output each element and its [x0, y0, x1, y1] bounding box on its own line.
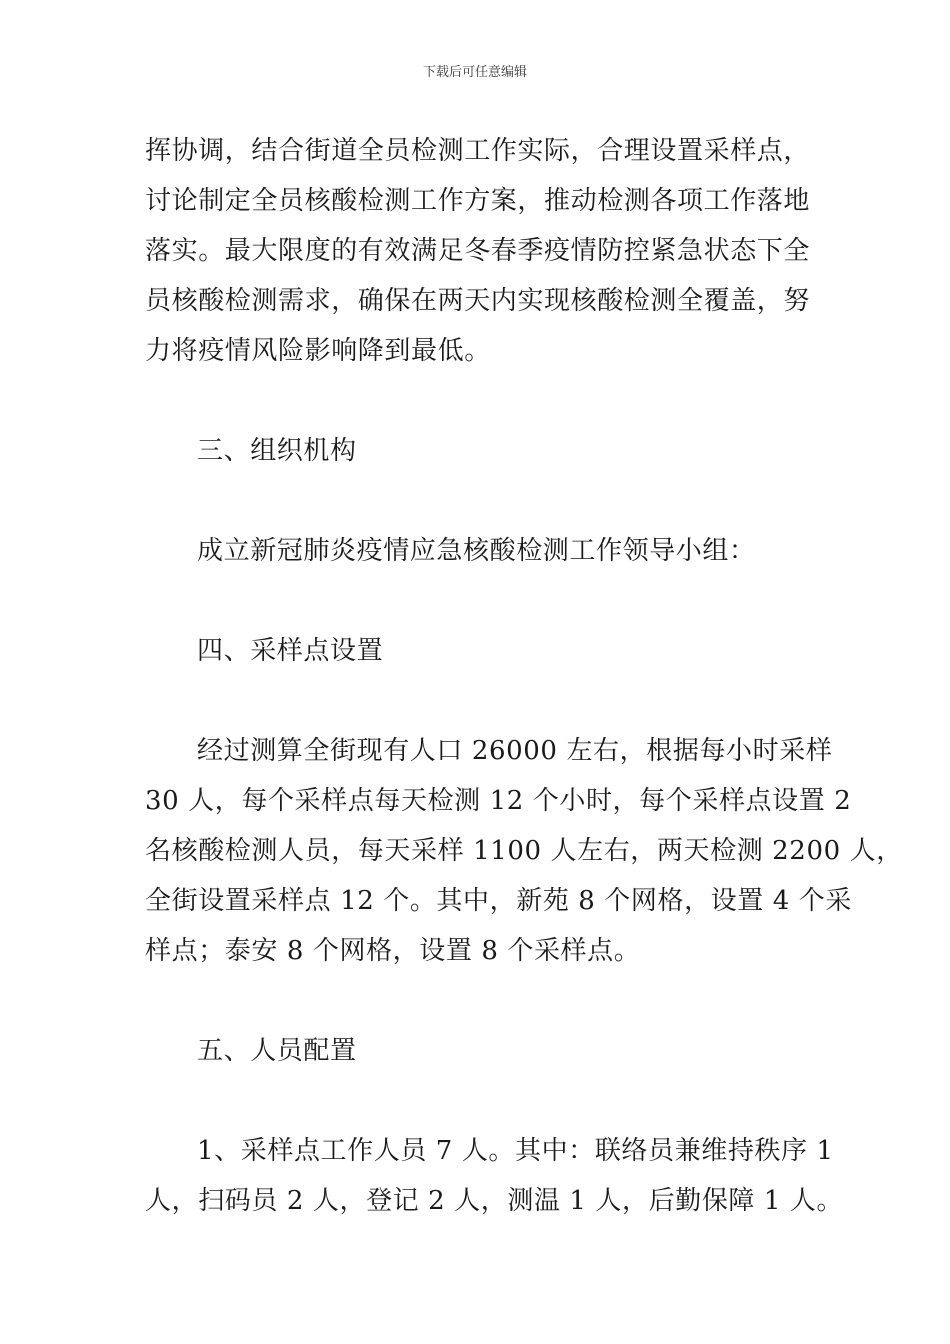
text-line: 1、采样点工作人员 7 人。其中：联络员兼维持秩序 1 [197, 1136, 834, 1166]
paragraph-gap [145, 676, 820, 726]
section-heading-organization: 三、组织机构 [197, 436, 357, 466]
text-line: 力将疫情风险影响降到最低。 [145, 336, 491, 366]
paragraph-coordination [145, 126, 820, 376]
text-line: 挥协调，结合街道全员检测工作实际，合理设置采样点， [145, 136, 811, 166]
section-heading-sampling-points: 四、采样点设置 [197, 636, 384, 666]
paragraph-staffing [145, 1126, 844, 1226]
paragraph-gap [145, 576, 820, 626]
paragraph-gap [145, 1076, 820, 1126]
paragraph-sampling-points [145, 726, 903, 976]
paragraph-gap [145, 376, 820, 426]
text-line: 员核酸检测需求，确保在两天内实现核酸检测全覆盖，努 [145, 286, 811, 316]
paragraph-leading-group: 成立新冠肺炎疫情应急核酸检测工作领导小组： [197, 536, 756, 566]
section-heading-staffing: 五、人员配置 [197, 1036, 357, 1066]
text-line: 全街设置采样点 12 个。其中，新苑 8 个网格，设置 4 个采 [145, 886, 852, 916]
page-header-note: 下载后可任意编辑 [422, 65, 527, 80]
text-line: 讨论制定全员核酸检测工作方案，推动检测各项工作落地 [145, 186, 811, 216]
text-line: 样点；泰安 8 个网格，设置 8 个采样点。 [145, 936, 641, 966]
paragraph-gap [145, 476, 820, 526]
text-line: 落实。最大限度的有效满足冬春季疫情防控紧急状态下全 [145, 236, 811, 266]
text-line: 名核酸检测人员，每天采样 1100 人左右，两天检测 2200 人， [145, 836, 903, 866]
paragraph-gap [145, 976, 820, 1026]
text-line: 经过测算全街现有人口 26000 左右，根据每小时采样 [197, 736, 833, 766]
text-line: 人，扫码员 2 人，登记 2 人，测温 1 人，后勤保障 1 人。 [145, 1186, 844, 1216]
document-body [145, 126, 903, 1226]
text-line: 30 人，每个采样点每天检测 12 个小时，每个采样点设置 2 [145, 786, 852, 816]
